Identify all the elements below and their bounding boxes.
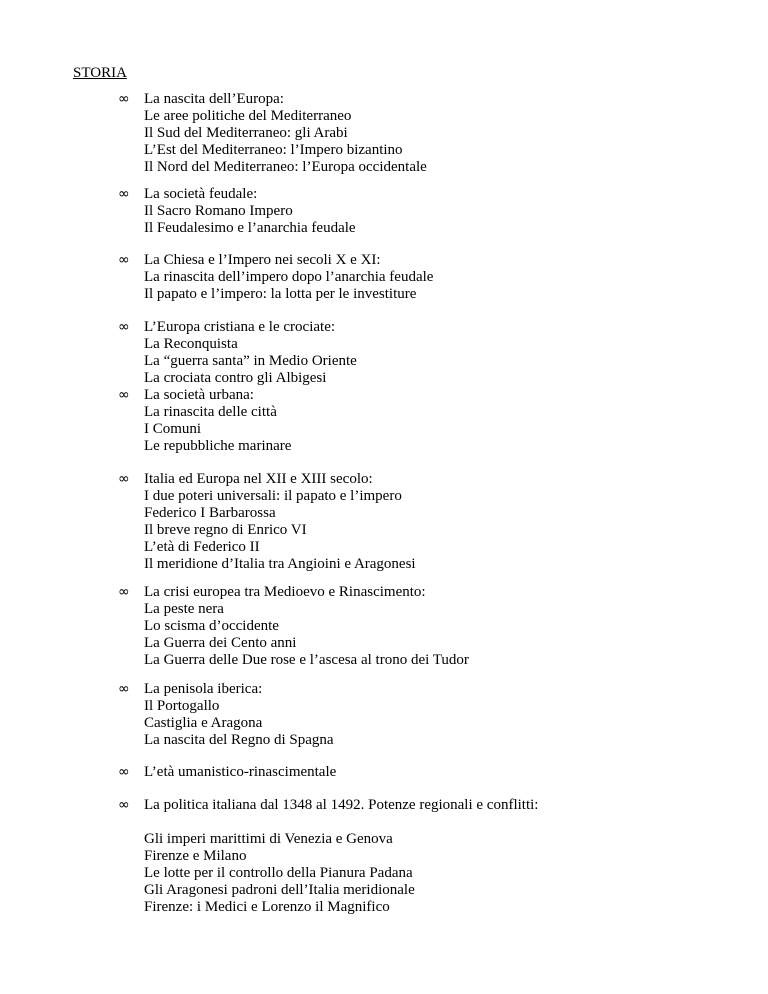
list-item: La crociata contro gli Albigesi [144, 370, 327, 386]
list-item: I Comuni [144, 421, 202, 437]
list-item: La rinascita dell’impero dopo l’anarchia feudale [144, 269, 434, 285]
list-item: La rinascita delle città [144, 404, 277, 420]
infinity-bullet-icon: ∞ [118, 797, 130, 813]
section-heading: L’età umanistico-rinascimentale [144, 764, 337, 780]
list-item: Il Nord del Mediterraneo: l’Europa occidentale [144, 159, 427, 175]
section-heading: La nascita dell’Europa: [144, 91, 284, 107]
list-item: Castiglia e Aragona [144, 715, 263, 731]
list-item: Le aree politiche del Mediterraneo [144, 108, 352, 124]
infinity-bullet-icon: ∞ [118, 91, 130, 107]
list-item: La peste nera [144, 601, 224, 617]
list-item: Il papato e l’impero: la lotta per le investiture [144, 286, 417, 302]
infinity-bullet-icon: ∞ [118, 252, 130, 268]
section-heading: La Chiesa e l’Impero nei secoli X e XI: [144, 252, 381, 268]
page-title: STORIA [73, 65, 127, 81]
list-item: Il Sacro Romano Impero [144, 203, 293, 219]
list-item: Gli imperi marittimi di Venezia e Genova [144, 831, 393, 847]
section-heading: La società urbana: [144, 387, 254, 403]
list-item: Il meridione d’Italia tra Angioini e Aragonesi [144, 556, 416, 572]
section-heading: La politica italiana dal 1348 al 1492. Potenze regionali e conflitti: [144, 797, 539, 813]
list-item: Il breve regno di Enrico VI [144, 522, 307, 538]
section-heading: Italia ed Europa nel XII e XIII secolo: [144, 471, 373, 487]
infinity-bullet-icon: ∞ [118, 387, 130, 403]
list-item: La nascita del Regno di Spagna [144, 732, 334, 748]
section-heading: La penisola iberica: [144, 681, 263, 697]
list-item: Federico I Barbarossa [144, 505, 276, 521]
list-item: L’Est del Mediterraneo: l’Impero bizantino [144, 142, 403, 158]
list-item: Gli Aragonesi padroni dell’Italia meridionale [144, 882, 415, 898]
infinity-bullet-icon: ∞ [118, 471, 130, 487]
list-item: Il Feudalesimo e l’anarchia feudale [144, 220, 356, 236]
list-item: La Guerra delle Due rose e l’ascesa al trono dei Tudor [144, 652, 469, 668]
infinity-bullet-icon: ∞ [118, 681, 130, 697]
list-item: I due poteri universali: il papato e l’impero [144, 488, 402, 504]
spacer [144, 814, 744, 831]
infinity-bullet-icon: ∞ [118, 584, 130, 600]
infinity-bullet-icon: ∞ [118, 764, 130, 780]
section-heading: La crisi europea tra Medioevo e Rinascimento: [144, 584, 426, 600]
list-item: Firenze e Milano [144, 848, 247, 864]
list-item: Firenze: i Medici e Lorenzo il Magnifico [144, 899, 390, 915]
list-item: Le repubbliche marinare [144, 438, 292, 454]
list-item: Il Sud del Mediterraneo: gli Arabi [144, 125, 348, 141]
list-item: Lo scisma d’occidente [144, 618, 279, 634]
list-item: La Reconquista [144, 336, 238, 352]
section-heading: L’Europa cristiana e le crociate: [144, 319, 336, 335]
infinity-bullet-icon: ∞ [118, 319, 130, 335]
list-item: L’età di Federico II [144, 539, 260, 555]
list-item: Le lotte per il controllo della Pianura Padana [144, 865, 413, 881]
list-item: La Guerra dei Cento anni [144, 635, 297, 651]
list-item: La “guerra santa” in Medio Oriente [144, 353, 357, 369]
infinity-bullet-icon: ∞ [118, 186, 130, 202]
list-item: Il Portogallo [144, 698, 220, 714]
section-heading: La società feudale: [144, 186, 258, 202]
